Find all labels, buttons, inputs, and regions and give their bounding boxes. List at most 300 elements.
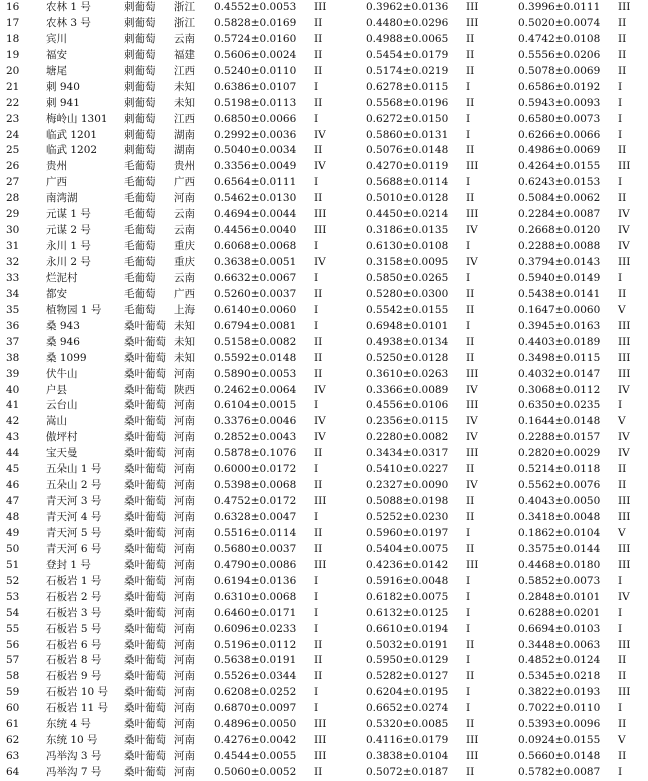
table-row	[0, 510, 648, 526]
value-1-cell: 0.6564±0.0111	[214, 176, 297, 189]
grade-2-cell: I	[466, 606, 471, 619]
grade-3-cell: IV	[618, 224, 630, 237]
table-row	[0, 765, 648, 781]
grade-2-cell: II	[466, 48, 475, 61]
value-1-cell: 0.5828±0.0169	[214, 16, 297, 29]
table-row	[0, 255, 648, 271]
value-1-cell: 0.3638±0.0051	[214, 256, 297, 268]
value-3-cell: 0.6266±0.0066	[518, 128, 601, 141]
origin-cell: 河南	[174, 542, 195, 555]
value-2-cell: 0.6204±0.0195	[366, 686, 449, 699]
accession-name-cell: 石板岩 8 号	[46, 654, 102, 667]
value-3-cell: 0.5852±0.0073	[518, 574, 601, 587]
origin-cell: 未知	[174, 335, 195, 348]
value-1-cell: 0.5398±0.0068	[214, 479, 297, 492]
grade-3-cell: III	[618, 638, 631, 651]
row-number-cell: 16	[6, 1, 20, 13]
row-number-cell: 48	[6, 511, 20, 523]
table-row	[0, 319, 648, 335]
table-row	[0, 669, 648, 685]
value-3-cell: 0.4742±0.0108	[518, 32, 601, 45]
accession-name-cell: 烂泥村	[46, 271, 78, 284]
grade-2-cell: III	[466, 399, 479, 412]
row-number-cell: 47	[6, 495, 20, 508]
value-3-cell: 0.6694±0.0103	[518, 622, 601, 635]
grade-3-cell: II	[618, 750, 627, 763]
value-2-cell: 0.5010±0.0128	[366, 192, 449, 205]
value-2-cell: 0.5076±0.0148	[366, 144, 449, 157]
grade-1-cell: III	[314, 750, 327, 763]
grade-3-cell: II	[618, 192, 627, 205]
value-1-cell: 0.5158±0.0082	[214, 335, 297, 348]
value-3-cell: 0.5660±0.0148	[518, 750, 601, 763]
value-2-cell: 0.2356±0.0115	[366, 415, 449, 428]
value-1-cell: 0.5240±0.0110	[214, 64, 297, 77]
grade-1-cell: IV	[314, 383, 326, 396]
grade-2-cell: II	[466, 495, 475, 508]
grade-3-cell: I	[618, 766, 623, 778]
value-1-cell: 0.5196±0.0112	[214, 638, 297, 651]
row-number-cell: 49	[6, 526, 20, 539]
grade-2-cell: I	[466, 702, 471, 715]
value-2-cell: 0.5320±0.0085	[366, 718, 449, 731]
grade-3-cell: III	[618, 686, 631, 699]
value-3-cell: 0.5345±0.0218	[518, 670, 601, 683]
accession-name-cell: 宝天曼	[46, 447, 78, 460]
table-row	[0, 638, 648, 654]
value-3-cell: 0.5940±0.0149	[518, 271, 601, 284]
value-2-cell: 0.5916±0.0048	[366, 574, 449, 587]
value-1-cell: 0.3356±0.0049	[214, 160, 297, 173]
value-2-cell: 0.5860±0.0131	[366, 128, 449, 141]
grade-1-cell: III	[314, 558, 327, 571]
value-2-cell: 0.5252±0.0230	[366, 511, 449, 523]
species-cell: 刺葡萄	[124, 128, 156, 141]
grade-1-cell: II	[314, 335, 323, 348]
origin-cell: 河南	[174, 511, 195, 523]
accession-name-cell: 农林 1 号	[46, 1, 91, 13]
row-number-cell: 58	[6, 670, 20, 683]
grade-2-cell: I	[466, 112, 471, 125]
row-number-cell: 60	[6, 702, 20, 715]
accession-name-cell: 桑 1099	[46, 351, 87, 364]
row-number-cell: 22	[6, 96, 20, 109]
value-3-cell: 0.4403±0.0189	[518, 335, 601, 348]
grade-1-cell: II	[314, 48, 323, 61]
row-number-cell: 50	[6, 542, 20, 555]
value-2-cell: 0.3186±0.0135	[366, 224, 449, 237]
species-cell: 毛葡萄	[124, 192, 156, 205]
value-2-cell: 0.6130±0.0108	[366, 240, 449, 253]
grade-3-cell: III	[618, 367, 631, 380]
origin-cell: 河南	[174, 399, 195, 412]
grade-3-cell: I	[618, 622, 623, 635]
grade-2-cell: IV	[466, 415, 478, 428]
table-row	[0, 159, 648, 175]
value-3-cell: 0.6350±0.0235	[518, 399, 601, 412]
grade-3-cell: II	[618, 16, 627, 29]
grade-2-cell: III	[466, 750, 479, 763]
grade-1-cell: I	[314, 80, 319, 93]
row-number-cell: 26	[6, 160, 20, 173]
value-1-cell: 0.4544±0.0055	[214, 750, 297, 763]
value-3-cell: 0.3418±0.0048	[518, 511, 601, 523]
grade-3-cell: III	[618, 542, 631, 555]
value-2-cell: 0.6132±0.0125	[366, 606, 449, 619]
value-2-cell: 0.3366±0.0089	[366, 383, 449, 396]
value-2-cell: 0.5072±0.0187	[366, 766, 449, 778]
grade-2-cell: IV	[466, 431, 478, 444]
row-number-cell: 24	[6, 128, 20, 141]
value-1-cell: 0.6632±0.0067	[214, 271, 297, 284]
species-cell: 桑叶葡萄	[124, 319, 166, 332]
value-3-cell: 0.5214±0.0118	[518, 463, 601, 476]
value-2-cell: 0.5032±0.0191	[366, 638, 449, 651]
origin-cell: 河南	[174, 367, 195, 380]
value-1-cell: 0.5878±0.1076	[214, 447, 297, 460]
origin-cell: 云南	[174, 208, 195, 221]
value-2-cell: 0.2327±0.0090	[366, 479, 449, 492]
grade-1-cell: I	[314, 590, 319, 603]
grade-2-cell: II	[466, 718, 475, 731]
grade-1-cell: II	[314, 192, 323, 205]
value-2-cell: 0.5280±0.0300	[366, 287, 449, 300]
accession-name-cell: 南湾湖	[46, 192, 78, 205]
value-2-cell: 0.4270±0.0119	[366, 160, 449, 173]
table-row	[0, 414, 648, 430]
row-number-cell: 36	[6, 319, 20, 332]
grade-2-cell: II	[466, 144, 475, 157]
value-1-cell: 0.6104±0.0015	[214, 399, 297, 412]
grade-3-cell: II	[618, 64, 627, 77]
grade-2-cell: II	[466, 64, 475, 77]
grade-1-cell: II	[314, 367, 323, 380]
grade-1-cell: I	[314, 702, 319, 715]
species-cell: 桑叶葡萄	[124, 431, 166, 444]
row-number-cell: 44	[6, 447, 20, 460]
species-cell: 刺葡萄	[124, 64, 156, 77]
table-row	[0, 430, 648, 446]
grade-2-cell: I	[466, 654, 471, 667]
species-cell: 桑叶葡萄	[124, 399, 166, 412]
value-3-cell: 0.3448±0.0063	[518, 638, 601, 651]
accession-name-cell: 刺 940	[46, 80, 80, 93]
species-cell: 桑叶葡萄	[124, 383, 166, 396]
row-number-cell: 43	[6, 431, 20, 444]
accession-name-cell: 桑 943	[46, 319, 80, 332]
row-number-cell: 32	[6, 256, 20, 268]
accession-name-cell: 临武 1202	[46, 144, 98, 157]
accession-name-cell: 伏牛山	[46, 367, 78, 380]
species-cell: 桑叶葡萄	[124, 686, 166, 699]
grade-3-cell: I	[618, 399, 623, 412]
grade-3-cell: III	[618, 335, 631, 348]
origin-cell: 未知	[174, 96, 195, 109]
value-3-cell: 0.4264±0.0155	[518, 160, 601, 173]
grade-1-cell: II	[314, 351, 323, 364]
table-row	[0, 606, 648, 622]
table-row	[0, 223, 648, 239]
accession-name-cell: 嵩山	[46, 415, 67, 428]
accession-name-cell: 青天河 4 号	[46, 511, 102, 523]
grade-1-cell: II	[314, 287, 323, 300]
grade-1-cell: I	[314, 574, 319, 587]
grade-3-cell: IV	[618, 208, 630, 221]
grade-1-cell: I	[314, 622, 319, 635]
row-number-cell: 54	[6, 606, 20, 619]
table-row	[0, 16, 648, 32]
value-3-cell: 0.5438±0.0141	[518, 287, 601, 300]
species-cell: 桑叶葡萄	[124, 511, 166, 523]
grade-2-cell: II	[466, 192, 475, 205]
grade-1-cell: III	[314, 734, 327, 747]
origin-cell: 河南	[174, 638, 195, 651]
species-cell: 桑叶葡萄	[124, 590, 166, 603]
grade-3-cell: I	[618, 128, 623, 141]
grade-2-cell: III	[466, 367, 479, 380]
species-cell: 桑叶葡萄	[124, 367, 166, 380]
species-cell: 桑叶葡萄	[124, 351, 166, 364]
grade-1-cell: I	[314, 176, 319, 189]
accession-name-cell: 元谋 2 号	[46, 224, 91, 237]
value-1-cell: 0.5260±0.0037	[214, 287, 297, 300]
row-number-cell: 45	[6, 463, 20, 476]
row-number-cell: 29	[6, 208, 20, 221]
grade-1-cell: II	[314, 447, 323, 460]
value-3-cell: 0.3945±0.0163	[518, 319, 601, 332]
species-cell: 刺葡萄	[124, 80, 156, 93]
value-2-cell: 0.5282±0.0127	[366, 670, 449, 683]
grade-1-cell: IV	[314, 431, 326, 444]
accession-name-cell: 宾川	[46, 32, 67, 45]
value-2-cell: 0.5568±0.0196	[366, 96, 449, 109]
row-number-cell: 17	[6, 16, 20, 29]
row-number-cell: 39	[6, 367, 20, 380]
value-1-cell: 0.5516±0.0114	[214, 526, 297, 539]
origin-cell: 河南	[174, 479, 195, 492]
table-row	[0, 0, 648, 16]
value-2-cell: 0.5542±0.0155	[366, 303, 449, 316]
accession-name-cell: 石板岩 5 号	[46, 622, 102, 635]
table-row	[0, 287, 648, 303]
value-3-cell: 0.6586±0.0192	[518, 80, 601, 93]
value-2-cell: 0.5950±0.0129	[366, 654, 449, 667]
value-2-cell: 0.4236±0.0142	[366, 558, 449, 571]
grade-2-cell: II	[466, 463, 475, 476]
accession-name-cell: 青天河 5 号	[46, 526, 102, 539]
value-1-cell: 0.6328±0.0047	[214, 511, 297, 523]
value-3-cell: 0.5943±0.0093	[518, 96, 601, 109]
grade-2-cell: IV	[466, 479, 478, 492]
grade-3-cell: III	[618, 511, 631, 523]
table-row	[0, 303, 648, 319]
row-number-cell: 31	[6, 240, 20, 253]
origin-cell: 贵州	[174, 160, 195, 173]
species-cell: 毛葡萄	[124, 160, 156, 173]
grade-3-cell: IV	[618, 447, 630, 460]
origin-cell: 河南	[174, 622, 195, 635]
value-1-cell: 0.5606±0.0024	[214, 48, 297, 61]
origin-cell: 重庆	[174, 240, 195, 253]
grade-3-cell: III	[618, 1, 631, 13]
grade-3-cell: IV	[618, 590, 630, 603]
value-3-cell: 0.1644±0.0148	[518, 415, 601, 428]
value-3-cell: 0.5084±0.0062	[518, 192, 601, 205]
table-row	[0, 143, 648, 159]
value-1-cell: 0.2462±0.0064	[214, 383, 297, 396]
species-cell: 桑叶葡萄	[124, 415, 166, 428]
grade-1-cell: IV	[314, 415, 326, 428]
row-number-cell: 20	[6, 64, 20, 77]
species-cell: 毛葡萄	[124, 176, 156, 189]
grade-3-cell: II	[618, 670, 627, 683]
value-2-cell: 0.3962±0.0136	[366, 1, 449, 13]
value-3-cell: 0.6580±0.0073	[518, 112, 601, 125]
accession-name-cell: 冯举沟 3 号	[46, 750, 102, 763]
value-3-cell: 0.2668±0.0120	[518, 224, 601, 237]
accession-name-cell: 石板岩 6 号	[46, 638, 102, 651]
grade-1-cell: IV	[314, 128, 326, 141]
table-row	[0, 112, 648, 128]
value-2-cell: 0.5088±0.0198	[366, 495, 449, 508]
value-2-cell: 0.3838±0.0104	[366, 750, 449, 763]
value-2-cell: 0.6610±0.0194	[366, 622, 449, 635]
value-3-cell: 0.3498±0.0115	[518, 351, 601, 364]
grade-3-cell: II	[618, 718, 627, 731]
value-2-cell: 0.2280±0.0082	[366, 431, 449, 444]
table-row	[0, 367, 648, 383]
species-cell: 桑叶葡萄	[124, 750, 166, 763]
table-row	[0, 749, 648, 765]
origin-cell: 河南	[174, 463, 195, 476]
species-cell: 刺葡萄	[124, 32, 156, 45]
value-1-cell: 0.5592±0.0148	[214, 351, 297, 364]
table-row	[0, 653, 648, 669]
species-cell: 刺葡萄	[124, 112, 156, 125]
table-row	[0, 478, 648, 494]
grade-1-cell: III	[314, 224, 327, 237]
grade-2-cell: III	[466, 208, 479, 221]
accession-name-cell: 农林 3 号	[46, 16, 91, 29]
value-1-cell: 0.5462±0.0130	[214, 192, 297, 205]
grade-2-cell: II	[466, 351, 475, 364]
row-number-cell: 37	[6, 335, 20, 348]
row-number-cell: 57	[6, 654, 20, 667]
table-row	[0, 48, 648, 64]
value-1-cell: 0.4456±0.0040	[214, 224, 297, 237]
accession-name-cell: 户县	[46, 383, 67, 396]
origin-cell: 河南	[174, 750, 195, 763]
row-number-cell: 55	[6, 622, 20, 635]
table-row	[0, 207, 648, 223]
grade-3-cell: V	[618, 526, 626, 539]
value-2-cell: 0.5404±0.0075	[366, 542, 449, 555]
accession-name-cell: 桑 946	[46, 335, 80, 348]
value-1-cell: 0.6068±0.0068	[214, 240, 297, 253]
origin-cell: 河南	[174, 654, 195, 667]
value-1-cell: 0.4552±0.0053	[214, 1, 297, 13]
species-cell: 桑叶葡萄	[124, 574, 166, 587]
species-cell: 毛葡萄	[124, 287, 156, 300]
species-cell: 毛葡萄	[124, 208, 156, 221]
value-1-cell: 0.5060±0.0052	[214, 766, 297, 778]
grade-3-cell: I	[618, 96, 623, 109]
value-3-cell: 0.6243±0.0153	[518, 176, 601, 189]
value-2-cell: 0.4988±0.0065	[366, 32, 449, 45]
grade-3-cell: I	[618, 112, 623, 125]
value-1-cell: 0.6386±0.0107	[214, 80, 297, 93]
table-row	[0, 542, 648, 558]
grade-2-cell: I	[466, 686, 471, 699]
table-row	[0, 128, 648, 144]
origin-cell: 江西	[174, 64, 195, 77]
grade-2-cell: I	[466, 574, 471, 587]
row-number-cell: 64	[6, 766, 20, 778]
value-1-cell: 0.6870±0.0097	[214, 702, 297, 715]
value-3-cell: 0.1647±0.0060	[518, 303, 601, 316]
grade-2-cell: I	[466, 128, 471, 141]
origin-cell: 湖南	[174, 128, 195, 141]
accession-name-cell: 植物园 1 号	[46, 303, 102, 316]
grade-1-cell: I	[314, 240, 319, 253]
origin-cell: 上海	[174, 303, 195, 316]
grade-2-cell: I	[466, 80, 471, 93]
grade-2-cell: I	[466, 590, 471, 603]
value-2-cell: 0.4450±0.0214	[366, 208, 449, 221]
species-cell: 刺葡萄	[124, 48, 156, 61]
accession-name-cell: 石板岩 9 号	[46, 670, 102, 683]
origin-cell: 河南	[174, 590, 195, 603]
value-1-cell: 0.5526±0.0344	[214, 670, 297, 683]
value-3-cell: 0.5078±0.0069	[518, 64, 601, 77]
grade-3-cell: I	[618, 271, 623, 284]
origin-cell: 河南	[174, 431, 195, 444]
row-number-cell: 19	[6, 48, 20, 61]
value-2-cell: 0.3434±0.0317	[366, 447, 449, 460]
value-1-cell: 0.5638±0.0191	[214, 654, 297, 667]
grade-3-cell: V	[618, 734, 626, 747]
grade-2-cell: III	[466, 16, 479, 29]
grade-3-cell: III	[618, 256, 631, 268]
grade-1-cell: II	[314, 654, 323, 667]
origin-cell: 浙江	[174, 1, 195, 13]
grade-3-cell: I	[618, 702, 623, 715]
origin-cell: 河南	[174, 574, 195, 587]
value-2-cell: 0.3610±0.0263	[366, 367, 449, 380]
value-3-cell: 0.4852±0.0124	[518, 654, 601, 667]
grade-3-cell: I	[618, 574, 623, 587]
accession-name-cell: 五朵山 2 号	[46, 479, 102, 492]
grade-1-cell: I	[314, 399, 319, 412]
accession-name-cell: 广西	[46, 176, 67, 189]
species-cell: 刺葡萄	[124, 1, 156, 13]
value-1-cell: 0.5724±0.0160	[214, 32, 297, 45]
row-number-cell: 23	[6, 112, 20, 125]
row-number-cell: 28	[6, 192, 20, 205]
origin-cell: 河南	[174, 192, 195, 205]
table-row	[0, 335, 648, 351]
grade-2-cell: IV	[466, 383, 478, 396]
accession-name-cell: 登封 1 号	[46, 558, 91, 571]
grade-3-cell: III	[618, 160, 631, 173]
accession-name-cell: 五朵山 1 号	[46, 463, 102, 476]
grade-3-cell: III	[618, 351, 631, 364]
value-3-cell: 0.4468±0.0180	[518, 558, 601, 571]
grade-1-cell: I	[314, 686, 319, 699]
species-cell: 刺葡萄	[124, 96, 156, 109]
grade-1-cell: II	[314, 96, 323, 109]
grade-2-cell: III	[466, 734, 479, 747]
